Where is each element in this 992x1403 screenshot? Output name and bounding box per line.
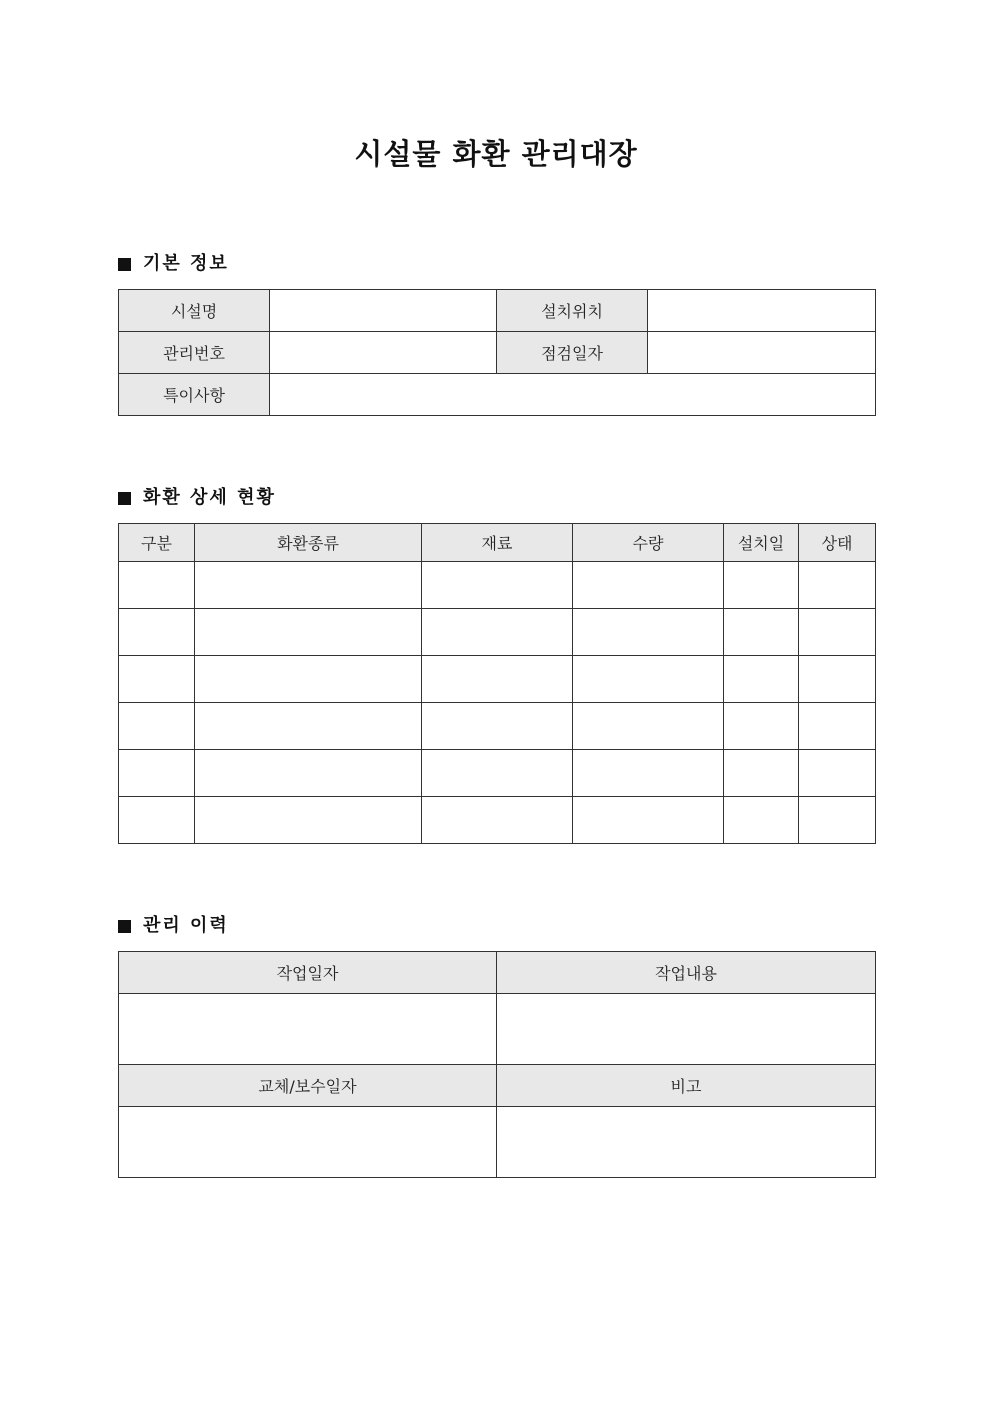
detail-cell[interactable] [724,703,799,750]
detail-cell[interactable] [724,797,799,844]
detail-row [119,797,876,844]
detail-cell[interactable] [724,562,799,609]
detail-cell[interactable] [195,703,422,750]
replace-date-field[interactable] [119,1107,497,1178]
square-bullet-icon [118,920,131,933]
detail-cell[interactable] [195,750,422,797]
detail-table [118,523,876,844]
history-table [118,951,876,1178]
section-heading-basic-label: 기본 정보 [143,253,229,274]
section-heading-detail [118,485,276,511]
detail-cell[interactable] [195,562,422,609]
work-date-field[interactable] [119,994,497,1065]
work-content-field[interactable] [497,994,876,1065]
detail-cell[interactable] [573,609,724,656]
column-header-wreath-type: 화환종류 [195,524,422,562]
detail-cell[interactable] [573,750,724,797]
detail-cell[interactable] [799,562,876,609]
replace-date-label: 교체/보수일자 [119,1065,497,1107]
remarks-field[interactable] [270,374,876,416]
detail-cell[interactable] [799,750,876,797]
detail-cell[interactable] [573,562,724,609]
square-bullet-icon [118,492,131,505]
history-entry-row [119,1107,876,1178]
detail-cell[interactable] [195,656,422,703]
remarks-label: 특이사항 [119,374,270,416]
basic-info-row [119,374,876,416]
column-header-status: 상태 [799,524,876,562]
column-header-material: 재료 [422,524,573,562]
section-heading-history [118,913,229,939]
detail-cell[interactable] [119,750,195,797]
detail-cell[interactable] [573,703,724,750]
section-heading-detail-label: 화환 상세 현황 [143,487,276,508]
history-entry-row [119,994,876,1065]
detail-cell[interactable] [799,797,876,844]
detail-cell[interactable] [195,797,422,844]
work-date-label: 작업일자 [119,952,497,994]
management-no-label: 관리번호 [119,332,270,374]
detail-cell[interactable] [422,656,573,703]
detail-cell[interactable] [724,750,799,797]
install-location-label: 설치위치 [497,290,648,332]
detail-cell[interactable] [724,656,799,703]
column-header-category: 구분 [119,524,195,562]
note-label: 비고 [497,1065,876,1107]
detail-row [119,750,876,797]
detail-row [119,656,876,703]
facility-name-label: 시설명 [119,290,270,332]
work-content-label: 작업내용 [497,952,876,994]
detail-cell[interactable] [724,609,799,656]
column-header-quantity: 수량 [573,524,724,562]
detail-cell[interactable] [799,609,876,656]
section-heading-basic [118,251,229,277]
detail-cell[interactable] [119,562,195,609]
detail-cell[interactable] [799,656,876,703]
detail-cell[interactable] [573,797,724,844]
detail-cell[interactable] [422,562,573,609]
detail-cell[interactable] [119,609,195,656]
detail-cell[interactable] [422,797,573,844]
basic-info-row [119,290,876,332]
detail-cell[interactable] [195,609,422,656]
history-header-row [119,952,876,994]
note-field[interactable] [497,1107,876,1178]
history-header-row [119,1065,876,1107]
document-title: 시설물 화환 관리대장 [354,137,638,171]
detail-cell[interactable] [422,609,573,656]
inspection-date-label: 점검일자 [497,332,648,374]
detail-cell[interactable] [422,750,573,797]
detail-cell[interactable] [119,797,195,844]
detail-header-row [119,524,876,562]
detail-cell[interactable] [573,656,724,703]
detail-cell[interactable] [119,703,195,750]
basic-info-table [118,289,876,416]
install-location-field[interactable] [648,290,876,332]
detail-row [119,703,876,750]
detail-cell[interactable] [119,656,195,703]
column-header-install-date: 설치일 [724,524,799,562]
detail-row [119,609,876,656]
facility-name-field[interactable] [270,290,497,332]
detail-table-body [119,562,876,844]
detail-cell[interactable] [799,703,876,750]
inspection-date-field[interactable] [648,332,876,374]
section-heading-history-label: 관리 이력 [143,915,229,936]
square-bullet-icon [118,258,131,271]
management-no-field[interactable] [270,332,497,374]
basic-info-row [119,332,876,374]
detail-row [119,562,876,609]
detail-cell[interactable] [422,703,573,750]
